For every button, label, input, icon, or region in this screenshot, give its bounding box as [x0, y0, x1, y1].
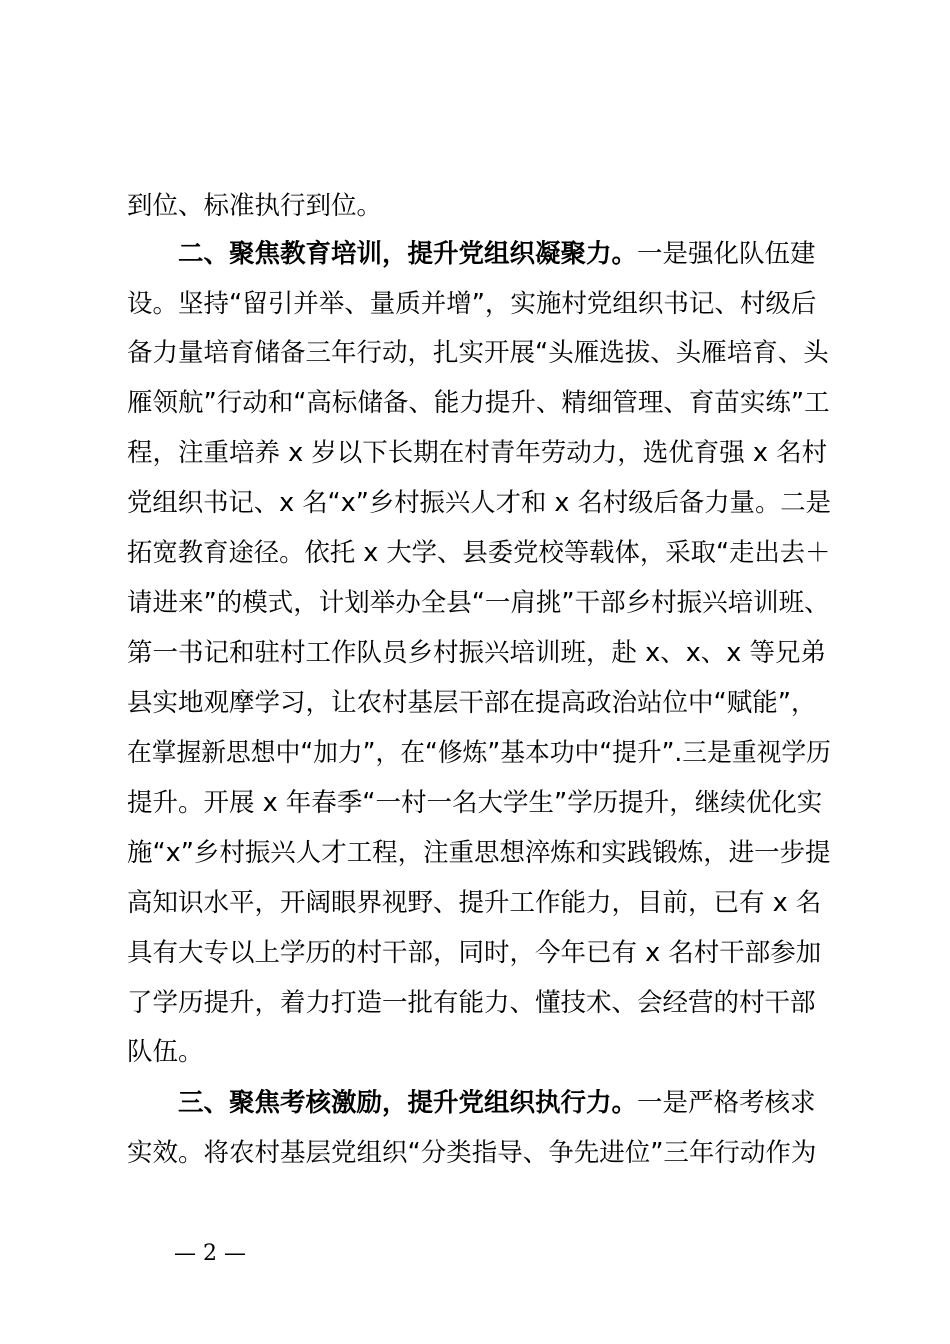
body-text-line: 县实地观摩学习，让农村基层干部在提高政治站位中“赋能”， [127, 688, 817, 718]
section-heading: 三、聚焦考核激励，提升党组织执行力。 [178, 1088, 638, 1118]
body-text-line: 队伍。 [127, 1037, 204, 1067]
body-text-line: 提升。开展 x 年春季“一村一名大学生”学历提升，继续优化实 [127, 788, 823, 818]
section-heading-line [178, 1078, 831, 1128]
body-text: 一是严格考核求 [637, 1088, 816, 1118]
body-text-line: 党组织书记、x 名“x”乡村振兴人才和 x 名村级后备力量。二是 [127, 488, 832, 518]
page-number: — 2 — [174, 1241, 246, 1266]
body-text-line: 备力量培育储备三年行动，扎实开展“头雁选拔、头雁培育、头 [127, 338, 829, 368]
body-text-line: 实效。将农村基层党组织“分类指导、争先进位”三年行动作为 [127, 1138, 817, 1168]
section-heading: 二、聚焦教育培训，提升党组织凝聚力。 [178, 239, 638, 269]
body-text-line: 设。坚持“留引并举、量质并增”，实施村党组织书记、村级后 [127, 289, 817, 319]
body-text: 一是强化队伍建 [637, 239, 816, 269]
body-text-line: 请进来”的模式，计划举办全县“一肩挑”干部乡村振兴培训班、 [127, 588, 830, 618]
body-text-line: 在掌握新思想中“加力”，在“修炼”基本功中“提升”.三是重视学历 [127, 738, 831, 768]
body-text-line: 拓宽教育途径。依托 x 大学、县委党校等载体，采取“走出去＋ [127, 538, 831, 568]
body-text-line: 第一书记和驻村工作队员乡村振兴培训班，赴 x、x、x 等兄弟 [127, 638, 826, 668]
body-text-line: 高知识水平，开阔眼界视野、提升工作能力，目前，已有 x 名 [127, 888, 822, 918]
section-heading-line [178, 229, 831, 279]
body-text-line: 雁领航”行动和“高标储备、能力提升、精细管理、育苗实练”工 [127, 388, 830, 418]
body-text-line: 施“x”乡村振兴人才工程，注重思想淬炼和实践锻炼，进一步提 [127, 838, 831, 868]
body-text-line: 程，注重培养 x 岁以下长期在村青年劳动力，选优育强 x 名村 [127, 438, 828, 468]
body-text-line: 了学历提升，着力打造一批有能力、懂技术、会经营的村干部 [127, 988, 816, 1018]
body-text-line: 具有大专以上学历的村干部，同时，今年已有 x 名村干部参加 [127, 938, 822, 968]
body-text-line: 到位、标准执行到位。 [127, 191, 383, 221]
